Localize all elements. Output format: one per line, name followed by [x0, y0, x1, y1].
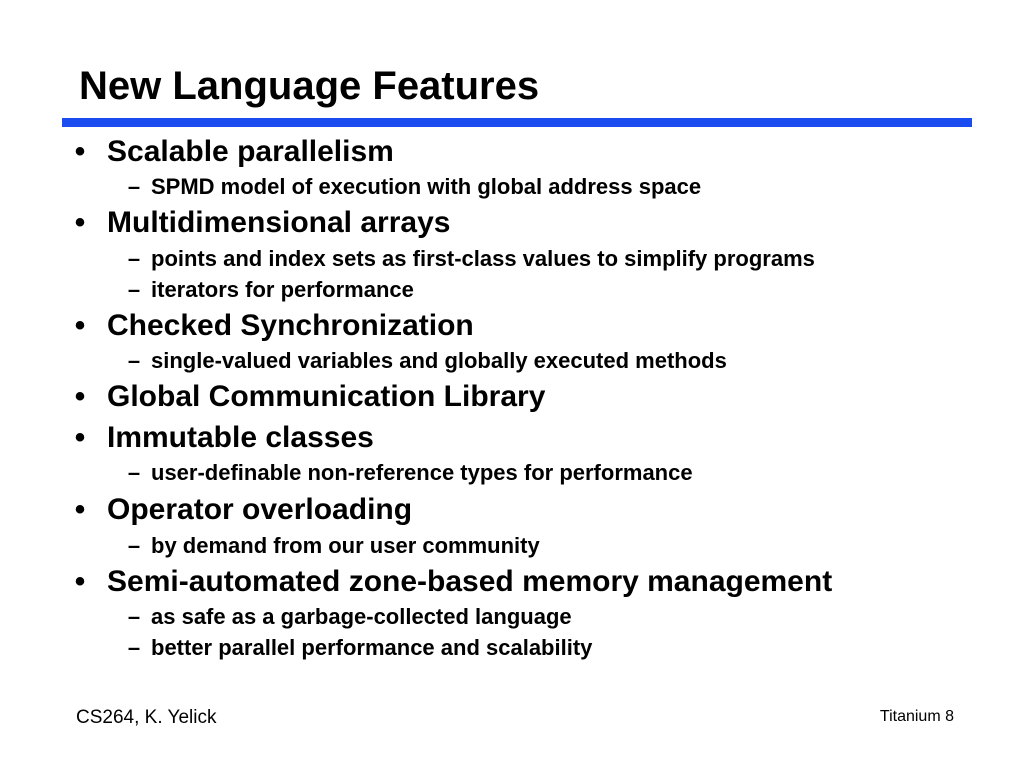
bullet-text: Operator overloading	[107, 493, 413, 526]
bullet-text: Immutable classes	[107, 421, 374, 454]
sub-bullet-text: by demand from our user community	[151, 533, 540, 558]
bullet-text: Semi-automated zone-based memory management	[107, 565, 833, 598]
sub-bullet-text: as safe as a garbage-collected language	[151, 604, 572, 629]
sub-bullet-marker: –	[127, 348, 141, 373]
bullet-marker: •	[74, 206, 86, 239]
bullet-text: Global Communication Library	[107, 380, 546, 413]
sub-bullet-marker: –	[127, 460, 141, 485]
bullet-marker: •	[74, 309, 86, 342]
sub-bullet-marker: –	[127, 635, 141, 660]
sub-bullet-text: iterators for performance	[151, 277, 414, 302]
sub-bullet-marker: –	[127, 604, 141, 629]
footer-slide-number: Titanium 8	[879, 708, 954, 725]
sub-bullet-text: better parallel performance and scalability	[151, 635, 593, 660]
sub-bullet-marker: –	[127, 174, 141, 199]
sub-bullet-text: SPMD model of execution with global address space	[151, 174, 702, 199]
bullet-marker: •	[74, 380, 86, 413]
sub-bullet-text: user-definable non-reference types for performance	[151, 460, 693, 485]
bullet-marker: •	[74, 421, 86, 454]
bullet-marker: •	[74, 493, 86, 526]
bullet-marker: •	[74, 565, 86, 598]
slide-title: New Language Features	[79, 64, 540, 108]
bullet-text: Scalable parallelism	[107, 135, 394, 168]
bullet-marker: •	[74, 135, 86, 168]
footer-author: CS264, K. Yelick	[76, 707, 217, 728]
sub-bullet-marker: –	[127, 533, 141, 558]
sub-bullet-text: points and index sets as first-class values to simplify programs	[151, 246, 815, 271]
sub-bullet-text: single-valued variables and globally executed methods	[151, 348, 727, 373]
bullet-text: Multidimensional arrays	[107, 206, 451, 239]
bullet-text: Checked Synchronization	[107, 309, 474, 342]
sub-bullet-marker: –	[127, 246, 141, 271]
sub-bullet-marker: –	[127, 277, 141, 302]
